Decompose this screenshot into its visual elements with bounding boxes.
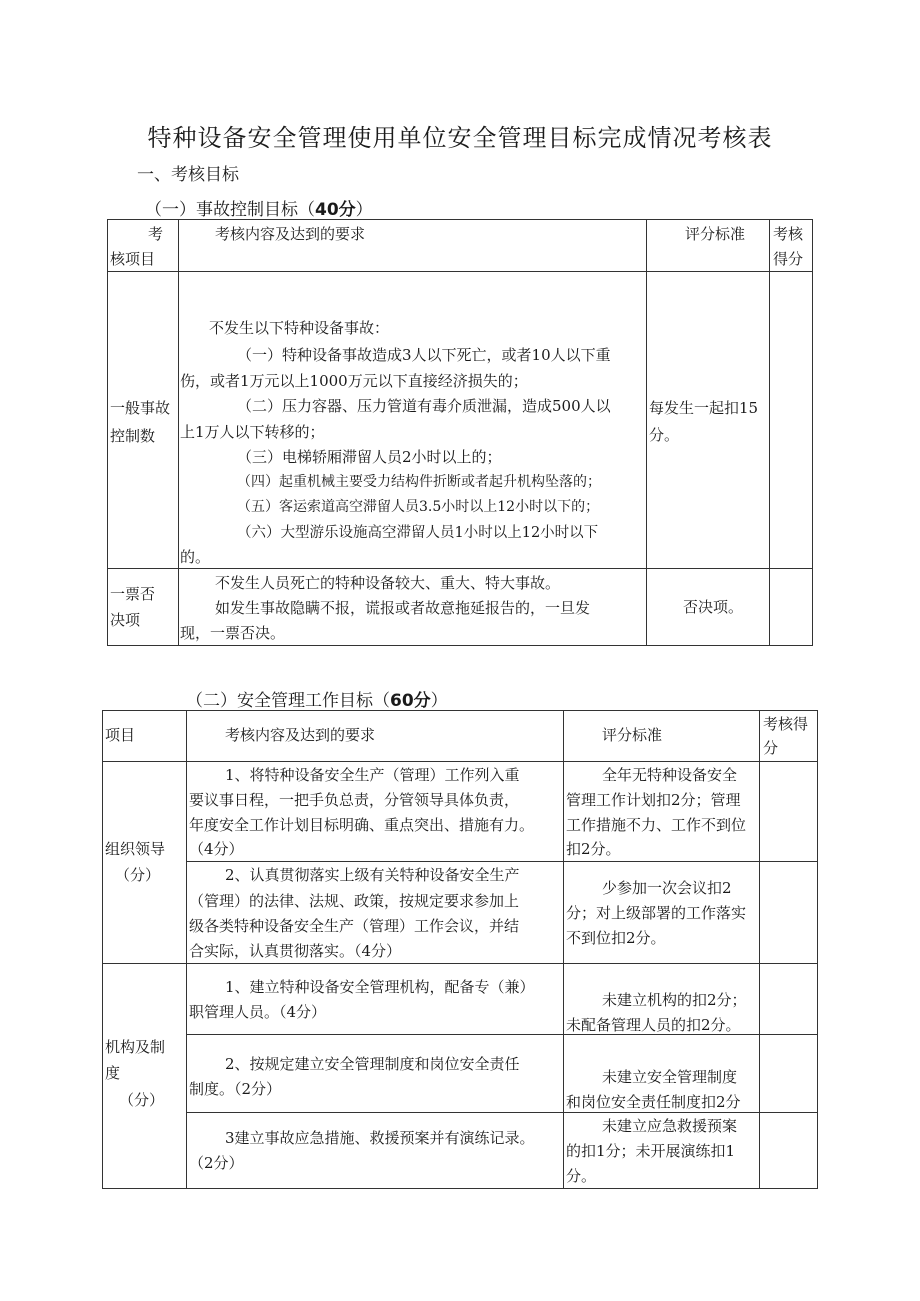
- t1-row2-line: 现，一票否决。: [180, 624, 286, 642]
- t2-group1-r1-standard: 全年无特种设备安全 管理工作计划扣2分；管理 工作措施不力、工作不到位 扣2分。: [563, 761, 760, 862]
- t1-row1-line: （四）起重机械主要受力结构件折断或者起升机构坠落的；: [237, 474, 601, 490]
- t1-row1-line: （五）客运索道高空滞留人员3.5小时以上12小时以下的；: [237, 499, 600, 515]
- t2-g2r1-line: 职管理人员。（4分）: [189, 1003, 327, 1021]
- t1-row2-line: 如发生事故隐瞒不报，谎报或者故意拖延报告的，一旦发: [215, 599, 591, 617]
- t1-row1-standard: 每发生一起扣15 分。: [646, 271, 770, 569]
- t2-g1r1-line: 年度安全工作计划目标明确、重点突出、措施有力。: [189, 816, 535, 834]
- t2-group2-r2-score[interactable]: [759, 1034, 818, 1113]
- t2-header-standard: 评分标准: [563, 710, 760, 762]
- t1-row2-standard: 否决项。: [646, 568, 770, 646]
- t1-row1-score[interactable]: [769, 271, 813, 569]
- t1-row1-line: （六）大型游乐设施高空滞留人员1小时以上12小时以下: [237, 525, 599, 541]
- t2-group1-r1-score[interactable]: [759, 761, 818, 862]
- t2-group1-item: 组织领导 （分）: [102, 761, 187, 964]
- t2-group1-r1-content: [186, 761, 564, 862]
- t2-group2-r2-standard: 未建立安全管理制度 和岗位安全责任制度扣2分: [563, 1034, 760, 1113]
- t2-header-item: 项目: [102, 710, 187, 762]
- t2-group1-r2-content: [186, 861, 564, 964]
- t1-row1-line: 不发生以下特种设备事故：: [209, 319, 390, 337]
- t1-row1-content: [178, 271, 647, 569]
- t2-g1r2-line: （管理）的法律、法规、政策，按规定要求参加上: [189, 892, 520, 910]
- t2-g1r1-line: 1、将特种设备安全生产（管理）工作列入重: [225, 766, 520, 784]
- t2-group1-r2-score[interactable]: [759, 861, 818, 964]
- t2-header-content: 考核内容及达到的要求: [186, 710, 564, 762]
- t2-g2r3-line: （2分）: [189, 1154, 244, 1172]
- t1-row1-line: 伤，或者1万元以上1000万元以下直接经济损失的；: [180, 372, 528, 390]
- t1-header-standard: 评分标准: [646, 219, 770, 272]
- t2-group2-r2-content: [186, 1034, 564, 1113]
- t1-row2-item: 一票否 决项: [107, 568, 179, 646]
- t1-row2-content: [178, 568, 647, 646]
- page-title: 特种设备安全管理使用单位安全管理目标完成情况考核表: [147, 124, 773, 152]
- t2-g1r2-line: 合实际，认真贯彻落实。（4分）: [189, 942, 402, 960]
- table2-heading: （二）安全管理工作目标（60分）: [186, 691, 448, 711]
- t1-row1-line: 上1万人以下转移的；: [180, 423, 325, 441]
- t2-group2-r1-standard: 未建立机构的扣2分； 未配备管理人员的扣2分。: [563, 963, 760, 1035]
- t2-header-score: 考核得 分: [759, 710, 818, 762]
- t2-g1r2-line: 2、认真贯彻落实上级有关特种设备安全生产: [225, 866, 520, 884]
- t2-g2r1-line: 1、建立特种设备安全管理机构，配备专（兼）: [225, 978, 535, 996]
- t2-group2-item: 机构及制 度 （分）: [102, 963, 187, 1189]
- t1-header-item: 考 核项目: [107, 219, 179, 272]
- t1-row1-item: 一般事故 控制数: [107, 271, 179, 569]
- table1-heading: （一）事故控制目标（40分）: [145, 200, 373, 220]
- t2-g1r1-line: 要议事日程，一把手负总责，分管领导具体负责，: [189, 791, 520, 809]
- t1-row1-line: （一）特种设备事故造成3人以下死亡，或者10人以下重: [237, 346, 611, 364]
- t2-g2r2-line: 2、按规定建立安全管理制度和岗位安全责任: [225, 1055, 520, 1073]
- t2-group2-r1-score[interactable]: [759, 963, 818, 1035]
- t2-group2-r3-score[interactable]: [759, 1112, 818, 1189]
- t2-group2-r3-content: [186, 1112, 564, 1189]
- section-heading-1: 一、考核目标: [137, 165, 239, 185]
- t1-row2-line: 不发生人员死亡的特种设备较大、重大、特大事故。: [215, 574, 561, 592]
- t1-row1-line: （三）电梯轿厢滞留人员2小时以上的；: [237, 448, 502, 466]
- t2-group2-r1-content: [186, 963, 564, 1035]
- t2-group1-r2-standard: 少参加一次会议扣2 分；对上级部署的工作落实 不到位扣2分。: [563, 861, 760, 964]
- t1-row1-line: （二）压力容器、压力管道有毒介质泄漏，造成500人以: [237, 397, 611, 415]
- t1-header-score: 考核 得分: [769, 219, 813, 272]
- t1-row1-line: 的。: [180, 548, 211, 566]
- t2-g2r3-line: 3建立事故应急措施、救援预案并有演练记录。: [225, 1129, 535, 1147]
- t2-group2-r3-standard: 未建立应急救援预案 的扣1分；未开展演练扣1 分。: [563, 1112, 760, 1189]
- t1-header-content: 考核内容及达到的要求: [178, 219, 647, 272]
- t1-row2-score[interactable]: [769, 568, 813, 646]
- t2-g1r1-line: （4分）: [189, 840, 244, 858]
- t2-g2r2-line: 制度。（2分）: [189, 1080, 282, 1098]
- t2-g1r2-line: 级各类特种设备安全生产（管理）工作会议，并结: [189, 917, 520, 935]
